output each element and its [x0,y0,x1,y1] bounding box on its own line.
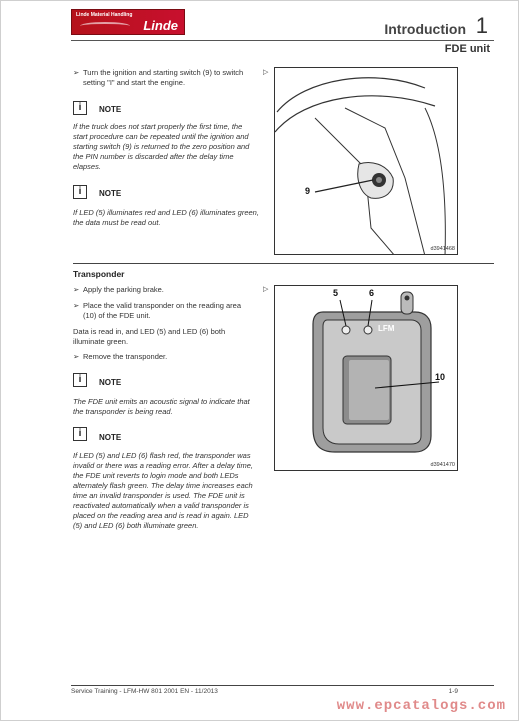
note-text: The FDE unit emits an acoustic signal to indicate that the transponder is being read. [73,397,250,416]
step-arrow-icon: ➢ [73,352,80,361]
note-icon: i [73,373,87,387]
page-number: 1-9 [448,688,458,695]
note-label: NOTE [99,105,122,114]
watermark-text: www.epcatalogs.com [336,698,506,714]
figure-ref: d3941468 [430,246,455,252]
logo-swoosh [80,22,130,30]
callout-6: 6 [369,288,375,298]
fde-unit-figure [274,285,458,471]
note-label: NOTE [99,433,122,442]
step-arrow-icon: ➢ [73,301,80,310]
note-label: NOTE [99,378,122,387]
logo-brand-text: Linde [143,18,178,33]
note-icon: i [73,185,87,199]
figure-ref: d3941470 [430,462,455,468]
callout-9: 9 [305,186,311,196]
note-icon: i [73,101,87,115]
fde-unit-drawing [275,286,458,471]
step-text: Place the valid transponder on the reading area (10) of the FDE unit. [83,301,242,320]
note-text: If the truck does not start properly the first time, the start procedure can be repeated until the ignition and starting switch (9) is returned to the zero position and the PIN number is discarded after the delay time elapses. [73,122,250,171]
callout-10: 10 [435,372,446,382]
chapter-title: Introduction [384,21,466,37]
chapter-number: 1 [475,13,488,38]
steering-column-drawing [275,68,458,255]
linde-logo [71,9,185,35]
section-subtitle: FDE unit [444,43,490,55]
figure-pointer-icon: ▷ [263,286,269,293]
note-text: If LED (5) and LED (6) flash red, the transponder was invalid or there was a reading error. After a delay time, the FDE unit reverts to login mode and both LEDs alternately flash green. The delay time increases each time an invalid transponder is used. The FDE unit is reactivated automatically when a valid transponder is placed on the reading area and is read in again. LED (5) and LED (6) both illuminate green. [73,451,253,530]
step-text: Remove the transponder. [83,352,168,361]
lfm-label: LFM [378,324,395,333]
logo-small-text: Linde Material Handling [76,12,133,18]
step-arrow-icon: ➢ [73,285,80,294]
paragraph-text: Data is read in, and LED (5) and LED (6) both illuminate green. [73,327,226,346]
header-divider [71,40,494,41]
ignition-switch-figure [274,67,458,255]
note-label: NOTE [99,189,122,198]
figure-pointer-icon: ▷ [263,69,269,76]
note-icon: i [73,427,87,441]
step-text: Turn the ignition and starting switch (9) to switch setting "I" and start the engine. [83,68,244,87]
footer-divider [71,685,494,686]
step-text: Apply the parking brake. [83,285,164,294]
callout-5: 5 [333,288,339,298]
step-arrow-icon: ➢ [73,68,80,77]
footer-text: Service Training - LFM-HW 801 2001 EN - 11/2013 [71,688,218,695]
section-heading: Transponder [73,269,125,279]
note-text: If LED (5) illuminates red and LED (6) illuminates green, the data must be read out. [73,208,259,227]
section-divider [73,263,494,264]
